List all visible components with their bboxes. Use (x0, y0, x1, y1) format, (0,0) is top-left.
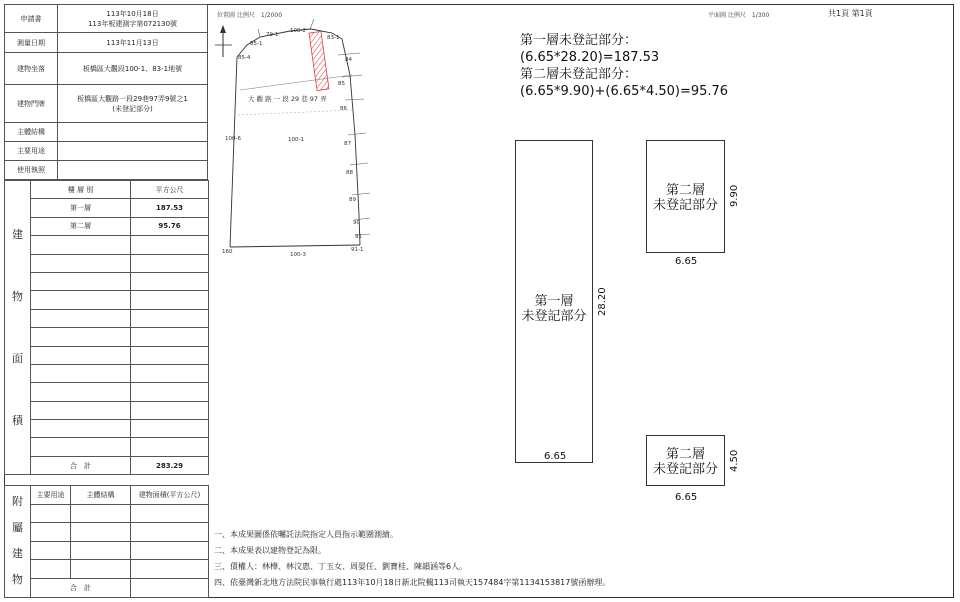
north-arrow-icon (215, 25, 232, 57)
floor-1-height-dim: 28.20 (597, 287, 608, 316)
parcel-label-89: 89 (349, 197, 356, 203)
parcel-label-83-1: 83-1 (327, 35, 340, 41)
survey-date-label: 測量日期 (5, 33, 58, 53)
table-row (5, 504, 209, 523)
table-row (5, 523, 209, 542)
attached-total-row (5, 578, 209, 597)
parcel-label-100-6: 100-6 (225, 136, 241, 142)
parcel-label-90: 90 (353, 220, 360, 226)
floor-2b-box-label-1: 第二層 (665, 447, 705, 462)
parcel-label-91-1: 91-1 (351, 247, 364, 253)
attached-side-char-4: 物 (12, 573, 23, 587)
table-row (5, 383, 209, 401)
area-side-char-4: 積 (12, 413, 23, 427)
parcel-label-88: 88 (346, 170, 353, 176)
note-2: 二、本成果表以建物登記為限。 (214, 546, 326, 555)
road-line-2 (238, 110, 353, 115)
parcel-label-160: 160 (222, 249, 233, 255)
area-side-char-3: 面 (12, 351, 23, 365)
floor-1-width-dim: 6.65 (544, 451, 567, 462)
site-plan-header: 位置圖 比例尺 1/2000 (217, 12, 283, 19)
parcel-label-100-3: 100-3 (290, 252, 306, 258)
attached-building-table (4, 485, 209, 598)
area-side-char-1: 建 (12, 227, 23, 241)
page-info: 共1頁 第1頁 (828, 9, 873, 18)
location-value: 板橋區大觀段100-1、83-1地號 (58, 53, 208, 85)
area-side-char-2: 物 (12, 289, 23, 303)
floor-2b-width-dim: 6.65 (675, 492, 698, 503)
floor-plan-header: 平面圖 比例尺 1/300 (708, 12, 770, 19)
building-info-table (4, 4, 208, 180)
applicant-value (58, 5, 208, 33)
hatched-building-area (309, 31, 329, 90)
note-3: 三、債權人：林樺、林汶惠、丁玉女、周晏任、劉寶桂、陳韻涵等6人。 (214, 562, 468, 571)
floor-2b-box-label-2: 未登記部分 (652, 462, 718, 477)
attached-total-label: 合 計 (31, 578, 131, 597)
table-row (5, 199, 209, 217)
parcel-label-100-2: 100-2 (290, 28, 306, 34)
area-formula (520, 32, 728, 100)
door-value (58, 85, 208, 123)
structure-label: 主體結構 (5, 123, 58, 142)
notes (214, 527, 610, 591)
formula-line-4: (6.65*9.90)+(6.65*4.50)=95.76 (520, 84, 729, 99)
floor-1-area: 187.53 (131, 199, 209, 217)
note-1: 一、本成果圖係依囑託法院指定人員指示範圍測繪。 (214, 530, 398, 539)
table-row (5, 309, 209, 327)
table-row (5, 401, 209, 419)
parcel-label-79-1: 79-1 (266, 32, 279, 38)
usage-label: 主要用途 (5, 142, 58, 161)
parcel-label-84: 84 (345, 57, 352, 63)
formula-line-3: 第二層未登記部分： (520, 67, 638, 82)
floor-2a-box-label-2: 未登記部分 (652, 198, 718, 213)
floor-1-box-label (515, 294, 593, 324)
table-row (5, 236, 209, 254)
road-line (240, 75, 352, 90)
door-label: 建物門牌 (5, 85, 58, 123)
attached-side-char-3: 建 (12, 547, 23, 561)
parcel-label-87: 87 (344, 141, 351, 147)
parcel-label-91: 91 (355, 234, 362, 240)
floor-2-area: 95.76 (131, 217, 209, 235)
attached-side-char-1: 附 (12, 495, 23, 509)
area-total-row (5, 456, 209, 474)
parcel-label-86: 86 (340, 106, 347, 112)
floor-2a-height-dim: 9.90 (729, 184, 740, 207)
applicant-no: 113年板建測字第072130號 (87, 19, 178, 28)
attached-side-label (5, 486, 31, 598)
area-total-value: 283.29 (131, 456, 209, 474)
floor-2a-width-dim: 6.65 (675, 256, 698, 267)
road-label: 大 觀 路 一 段 29 巷 97 弄 (248, 95, 327, 103)
site-plan-map (210, 15, 380, 265)
location-label: 建物坐落 (5, 53, 58, 85)
table-row (5, 364, 209, 382)
attached-side-char-2: 屬 (12, 521, 23, 535)
applicant-label: 申請書 (5, 5, 58, 33)
attached-col-area: 建物面積(平方公尺) (131, 486, 209, 505)
note-4: 四、依臺灣新北地方法院民事執行處113年10月18日新北院楓113司執天157484字第1134153817號函辦理。 (214, 578, 611, 587)
floor-2a-box-label-1: 第二層 (665, 183, 705, 198)
table-row (5, 254, 209, 272)
floor-2a-box-label (646, 183, 725, 213)
parcel-label-85-1: 85-1 (250, 41, 263, 47)
area-total-label: 合 計 (31, 456, 131, 474)
table-row (5, 346, 209, 364)
floor-1-box-label-1: 第一層 (534, 294, 574, 309)
col-floor-header: 樓 層 別 (31, 181, 131, 199)
table-row (5, 541, 209, 560)
building-area-table (4, 180, 209, 475)
table-row (5, 217, 209, 235)
parcel-label-85-4: 85-4 (238, 55, 251, 61)
parcel-label-100-1: 100-1 (288, 137, 304, 143)
structure-value (58, 123, 208, 142)
floor-2-name: 第二層 (31, 217, 131, 235)
formula-line-2: (6.65*28.20)=187.53 (520, 50, 660, 65)
door-line-2: (未登記部分) (112, 104, 153, 113)
col-area-header: 平方公尺 (131, 181, 209, 199)
table-row (5, 328, 209, 346)
door-line-1: 板橋區大觀路一段29巷97弄9號之1 (77, 94, 188, 103)
applicant-date: 113年10月18日 (106, 9, 159, 18)
table-row (5, 272, 209, 290)
table-row (5, 291, 209, 309)
floor-1-box-label-2: 未登記部分 (521, 309, 587, 324)
table-row (5, 560, 209, 579)
formula-line-1: 第一層未登記部分： (520, 33, 638, 48)
floor-2b-height-dim: 4.50 (729, 449, 740, 472)
survey-date: 113年11月13日 (58, 33, 208, 53)
area-side-label (5, 181, 31, 475)
attached-col-usage: 主要用途 (31, 486, 71, 505)
table-row (5, 420, 209, 438)
attached-col-structure: 主體結構 (71, 486, 131, 505)
parcel-left-edge (230, 57, 237, 247)
license-value (58, 161, 208, 180)
floor-1-name: 第一層 (31, 199, 131, 217)
parcel-bottom-edge (230, 245, 360, 247)
license-label: 使用執照 (5, 161, 58, 180)
parcel-label-85: 85 (338, 81, 345, 87)
floor-2b-box-label (646, 447, 725, 477)
usage-value (58, 142, 208, 161)
table-row (5, 438, 209, 456)
